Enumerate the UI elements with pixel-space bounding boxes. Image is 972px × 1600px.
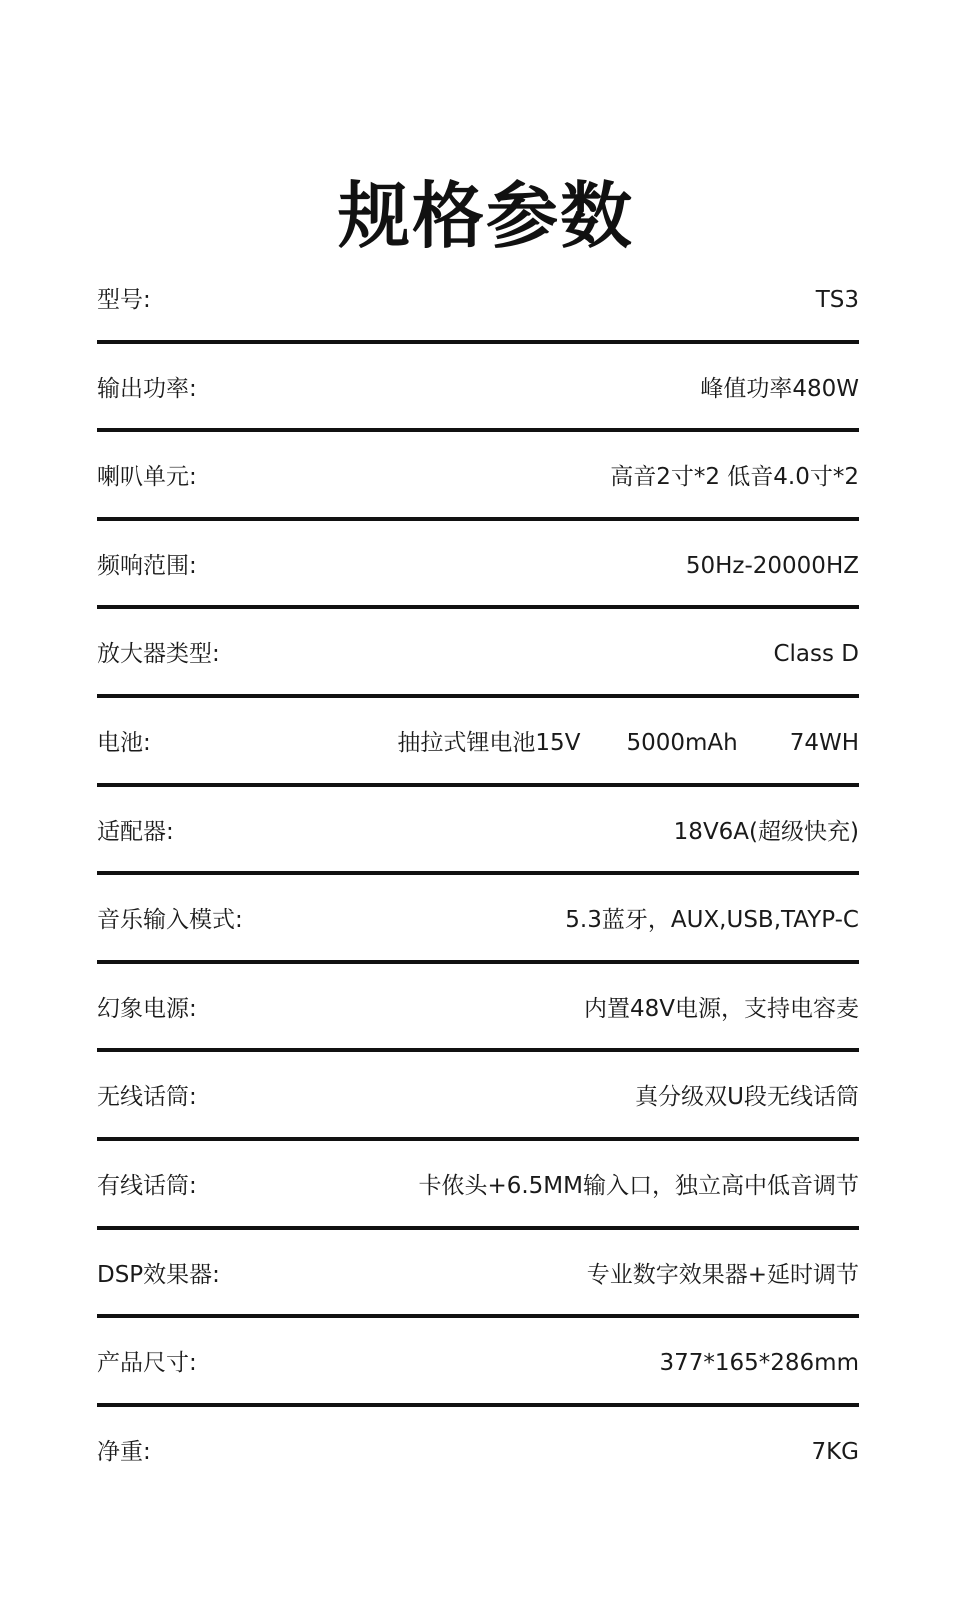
spec-label: 型号: [97,287,151,313]
spec-label: 有线话筒: [97,1172,197,1199]
spec-row-adapter [97,787,859,876]
spec-value: 卡侬头+6.5MM输入口，独立高中低音调节 [418,1172,859,1199]
spec-row-frequency-range [97,521,859,610]
spec-row-dsp-effects [97,1230,859,1319]
spec-value: 5.3蓝牙，AUX,USB,TAYP-C [565,907,859,934]
battery-capacity: 5000mAh [626,729,738,756]
spec-value: 377*165*286mm [659,1350,859,1377]
spec-value: Class D [773,641,859,668]
spec-row-net-weight [97,1407,859,1496]
spec-row-wired-mic [97,1141,859,1230]
spec-row-model [97,255,859,344]
spec-list [97,255,859,1495]
spec-value: 18V6A(超级快充) [673,818,859,845]
spec-row-speaker-units [97,432,859,521]
spec-label: 喇叭单元: [97,464,197,491]
spec-label: 无线话筒: [97,1084,197,1111]
spec-label: 适配器: [97,818,174,845]
spec-row-output-power [97,344,859,433]
page-title: 规格参数 [337,174,634,259]
spec-value: TS3 [815,287,859,313]
battery-energy: 74WH [789,729,859,756]
spec-value: 真分级双U段无线话筒 [635,1084,859,1111]
spec-row-wireless-mic [97,1052,859,1141]
spec-row-product-size [97,1318,859,1407]
spec-label: 放大器类型: [97,641,220,668]
spec-value: 内置48V电源，支持电容麦 [583,995,859,1022]
spec-value: 7KG [811,1438,859,1465]
spec-label: 输出功率: [97,375,197,402]
spec-label: 净重: [97,1438,151,1465]
spec-label: 产品尺寸: [97,1350,197,1377]
spec-label: 电池: [97,729,151,756]
spec-label: 幻象电源: [97,995,197,1022]
spec-value: 高音2寸*2 低音4.0寸*2 [610,464,859,491]
spec-row-music-input [97,875,859,964]
spec-value: 50Hz-20000HZ [685,552,859,579]
spec-row-amplifier-type [97,609,859,698]
spec-value: 峰值功率480W [700,375,859,402]
spec-label: 音乐输入模式: [97,907,243,934]
spec-label: 频响范围: [97,552,197,579]
spec-value-battery [397,728,859,758]
spec-label: DSP效果器: [97,1261,220,1288]
spec-value: 专业数字效果器+延时调节 [586,1261,859,1288]
battery-type: 抽拉式锂电池15V [397,729,581,756]
spec-row-battery [97,698,859,787]
spec-row-phantom-power [97,964,859,1053]
